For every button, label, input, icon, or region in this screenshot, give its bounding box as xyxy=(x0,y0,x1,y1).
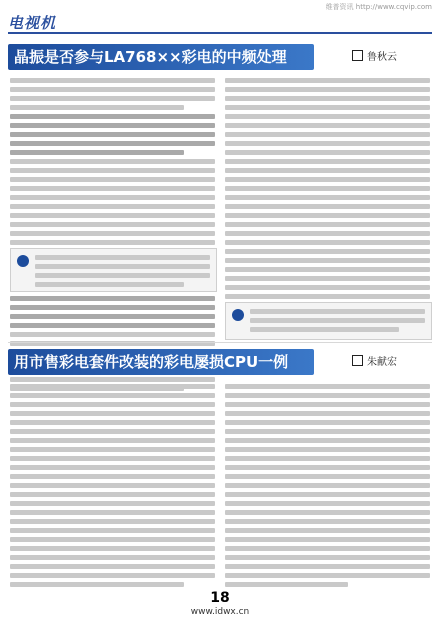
article-2-col-left xyxy=(10,384,215,591)
article-1-col-left-b xyxy=(10,296,215,395)
article-1-col-right xyxy=(225,78,430,321)
article-1-banner xyxy=(8,44,314,70)
page-number: 18 xyxy=(210,590,230,606)
article-1-title: 晶振是否参与LA768××彩电的中频处理 xyxy=(14,48,287,66)
author-box-icon xyxy=(352,355,363,366)
article-2-col-right xyxy=(225,384,430,591)
article-1-note-2 xyxy=(225,302,432,340)
watermark: 维普资讯 http://www.cqvip.com xyxy=(325,3,432,11)
article-2-author: 朱献宏 xyxy=(367,357,397,368)
article-1-note xyxy=(10,248,217,292)
section-tag: 电视机 xyxy=(8,14,57,32)
article-2-banner xyxy=(8,349,314,375)
section-divider xyxy=(8,342,432,343)
note-icon xyxy=(17,255,29,267)
section-rule xyxy=(8,32,432,34)
article-2-title: 用市售彩电套件改装的彩电屡损CPU一例 xyxy=(14,353,289,371)
note-icon xyxy=(232,309,244,321)
article-1-byline xyxy=(352,50,397,65)
article-1-author: 鲁秋云 xyxy=(367,52,397,63)
article-2-byline xyxy=(352,355,397,370)
author-box-icon xyxy=(352,50,363,61)
site-url: www.idwx.cn xyxy=(190,607,250,617)
